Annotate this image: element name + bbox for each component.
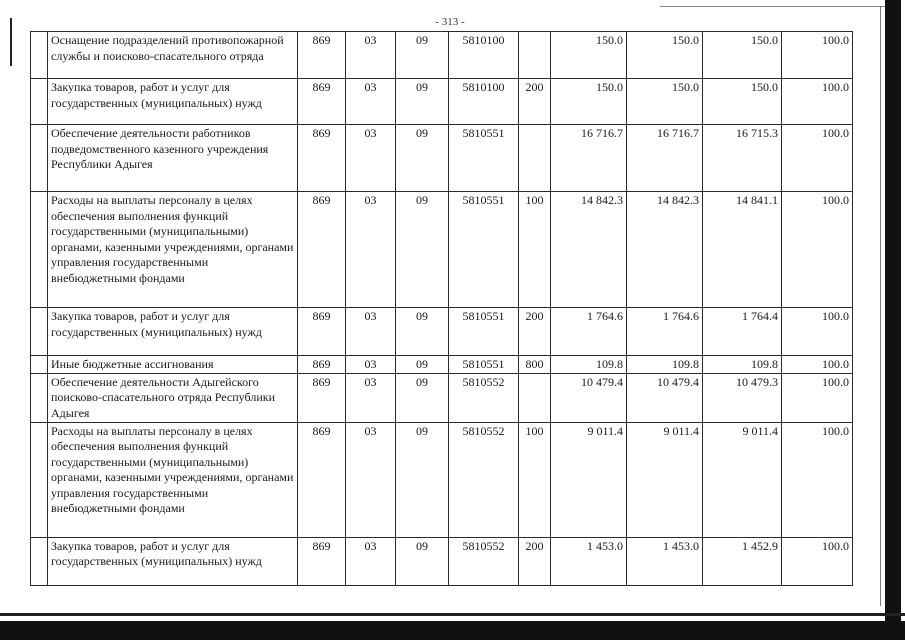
amount-executed: 1 764.4 [703, 308, 782, 356]
subsection-code: 09 [396, 308, 449, 356]
section-code: 03 [346, 308, 396, 356]
subsection-code: 09 [396, 125, 449, 192]
subsection-code: 09 [396, 32, 449, 79]
row-marker-cell [31, 308, 48, 356]
expense-type-code [519, 32, 551, 79]
grbs-code: 869 [298, 373, 346, 422]
row-name: Закупка товаров, работ и услуг для государственных (муниципальных) нужд [48, 537, 298, 585]
table-row [31, 422, 853, 537]
row-name: Обеспечение деятельности работников подведомственного казенного учреждения Республики Адыгея [48, 125, 298, 192]
grbs-code: 869 [298, 356, 346, 374]
expense-type-code: 100 [519, 192, 551, 308]
section-code: 03 [346, 356, 396, 374]
table-row [31, 79, 853, 125]
amount-approved: 150.0 [551, 79, 627, 125]
target-article-code: 5810551 [449, 125, 519, 192]
table-row [31, 125, 853, 192]
amount-adjusted: 14 842.3 [627, 192, 703, 308]
execution-percent: 100.0 [782, 32, 853, 79]
scan-margin-mark [10, 18, 12, 66]
amount-approved: 10 479.4 [551, 373, 627, 422]
target-article-code: 5810552 [449, 373, 519, 422]
amount-adjusted: 10 479.4 [627, 373, 703, 422]
amount-adjusted: 1 764.6 [627, 308, 703, 356]
amount-executed: 16 715.3 [703, 125, 782, 192]
amount-executed: 150.0 [703, 32, 782, 79]
amount-adjusted: 150.0 [627, 32, 703, 79]
expense-type-code: 100 [519, 422, 551, 537]
row-name: Расходы на выплаты персоналу в целях обеспечения выполнения функций государственными (муниципальными) органами, казенными учреждениями, органами управления государственными внебюджетными фондами [48, 422, 298, 537]
target-article-code: 5810552 [449, 422, 519, 537]
subsection-code: 09 [396, 373, 449, 422]
section-code: 03 [346, 32, 396, 79]
amount-adjusted: 1 453.0 [627, 537, 703, 585]
row-name: Оснащение подразделений противопожарной службы и поисково-спасательного отряда [48, 32, 298, 79]
row-name: Расходы на выплаты персоналу в целях обеспечения выполнения функций государственными (муниципальными) органами, казенными учреждениями, органами управления государственными внебюджетными фондами [48, 192, 298, 308]
section-code: 03 [346, 373, 396, 422]
budget-table [30, 31, 853, 586]
amount-adjusted: 150.0 [627, 79, 703, 125]
execution-percent: 100.0 [782, 308, 853, 356]
execution-percent: 100.0 [782, 192, 853, 308]
amount-executed: 1 452.9 [703, 537, 782, 585]
execution-percent: 100.0 [782, 125, 853, 192]
table-row [31, 308, 853, 356]
grbs-code: 869 [298, 32, 346, 79]
page-number: - 313 - [435, 16, 465, 28]
execution-percent: 100.0 [782, 373, 853, 422]
expense-type-code: 200 [519, 79, 551, 125]
subsection-code: 09 [396, 537, 449, 585]
subsection-code: 09 [396, 79, 449, 125]
expense-type-code [519, 373, 551, 422]
section-code: 03 [346, 79, 396, 125]
target-article-code: 5810552 [449, 537, 519, 585]
subsection-code: 09 [396, 356, 449, 374]
grbs-code: 869 [298, 422, 346, 537]
subsection-code: 09 [396, 422, 449, 537]
amount-approved: 1 453.0 [551, 537, 627, 585]
grbs-code: 869 [298, 308, 346, 356]
execution-percent: 100.0 [782, 356, 853, 374]
row-marker-cell [31, 356, 48, 374]
grbs-code: 869 [298, 125, 346, 192]
execution-percent: 100.0 [782, 422, 853, 537]
amount-approved: 16 716.7 [551, 125, 627, 192]
table-row [31, 192, 853, 308]
scan-edge-line [880, 6, 881, 606]
target-article-code: 5810551 [449, 356, 519, 374]
table-row [31, 537, 853, 585]
amount-adjusted: 9 011.4 [627, 422, 703, 537]
target-article-code: 5810100 [449, 32, 519, 79]
scan-edge-top [660, 6, 885, 7]
row-marker-cell [31, 79, 48, 125]
expense-type-code: 200 [519, 537, 551, 585]
section-code: 03 [346, 537, 396, 585]
grbs-code: 869 [298, 537, 346, 585]
amount-executed: 150.0 [703, 79, 782, 125]
expense-type-code [519, 125, 551, 192]
row-marker-cell [31, 422, 48, 537]
target-article-code: 5810551 [449, 308, 519, 356]
amount-approved: 1 764.6 [551, 308, 627, 356]
amount-executed: 109.8 [703, 356, 782, 374]
execution-percent: 100.0 [782, 79, 853, 125]
row-marker-cell [31, 32, 48, 79]
section-code: 03 [346, 422, 396, 537]
table-row [31, 373, 853, 422]
expense-type-code: 200 [519, 308, 551, 356]
amount-adjusted: 109.8 [627, 356, 703, 374]
scan-edge-line-bottom [0, 613, 905, 616]
expense-type-code: 800 [519, 356, 551, 374]
scan-edge-right [885, 0, 901, 623]
amount-approved: 14 842.3 [551, 192, 627, 308]
row-name: Иные бюджетные ассигнования [48, 356, 298, 374]
row-marker-cell [31, 125, 48, 192]
row-name: Обеспечение деятельности Адыгейского поисково-спасательного отряда Республики Адыгея [48, 373, 298, 422]
execution-percent: 100.0 [782, 537, 853, 585]
section-code: 03 [346, 125, 396, 192]
amount-executed: 10 479.3 [703, 373, 782, 422]
table-row [31, 32, 853, 79]
amount-approved: 150.0 [551, 32, 627, 79]
target-article-code: 5810100 [449, 79, 519, 125]
target-article-code: 5810551 [449, 192, 519, 308]
row-name: Закупка товаров, работ и услуг для государственных (муниципальных) нужд [48, 79, 298, 125]
amount-executed: 14 841.1 [703, 192, 782, 308]
row-name: Закупка товаров, работ и услуг для государственных (муниципальных) нужд [48, 308, 298, 356]
amount-approved: 9 011.4 [551, 422, 627, 537]
row-marker-cell [31, 192, 48, 308]
amount-adjusted: 16 716.7 [627, 125, 703, 192]
grbs-code: 869 [298, 79, 346, 125]
row-marker-cell [31, 373, 48, 422]
row-marker-cell [31, 537, 48, 585]
table-row [31, 356, 853, 374]
scan-edge-bottom [0, 621, 905, 640]
grbs-code: 869 [298, 192, 346, 308]
section-code: 03 [346, 192, 396, 308]
amount-executed: 9 011.4 [703, 422, 782, 537]
amount-approved: 109.8 [551, 356, 627, 374]
subsection-code: 09 [396, 192, 449, 308]
